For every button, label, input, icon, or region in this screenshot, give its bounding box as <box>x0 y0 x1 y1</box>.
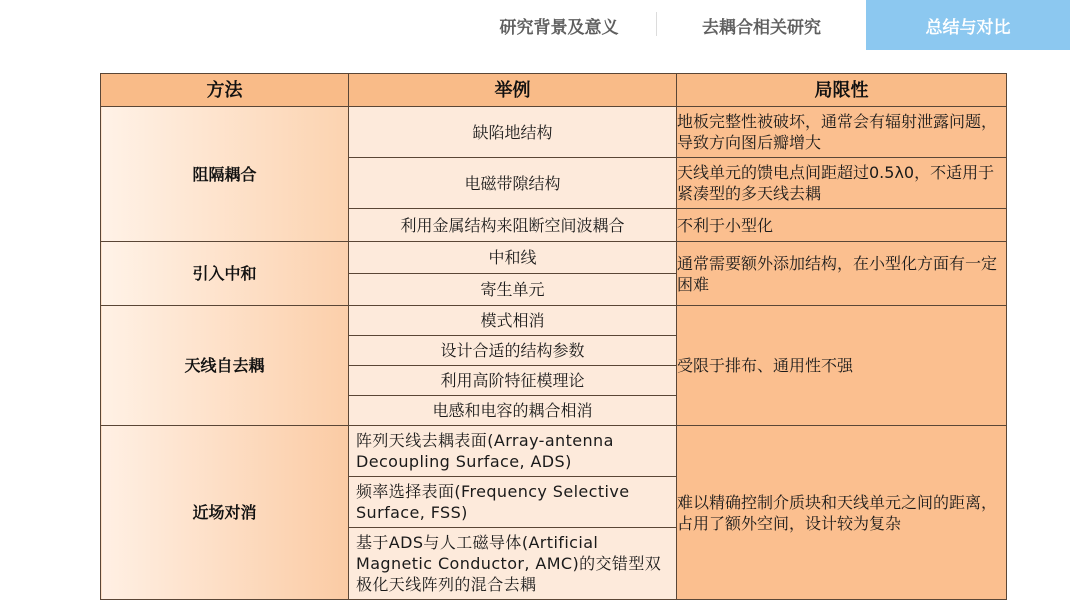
header-limitation: 局限性 <box>677 74 1007 107</box>
tab-summary-comparison[interactable]: 总结与对比 <box>866 0 1070 50</box>
example-cell: 模式相消 <box>349 306 677 336</box>
example-cell: 电磁带隙结构 <box>349 158 677 209</box>
example-cell: 中和线 <box>349 242 677 274</box>
example-cell: 频率选择表面(Frequency Selective Surface, FSS) <box>349 477 677 528</box>
comparison-table <box>100 73 1007 600</box>
table-header-row <box>101 74 1007 107</box>
method-cell: 天线自去耦 <box>101 306 349 426</box>
example-cell: 基于ADS与人工磁导体(Artificial Magnetic Conductor, AMC)的交错型双极化天线阵列的混合去耦 <box>349 528 677 600</box>
limitation-cell: 受限于排布、通用性不强 <box>677 306 1007 426</box>
example-cell: 电感和电容的耦合相消 <box>349 396 677 426</box>
table-row <box>101 107 1007 158</box>
method-cell: 引入中和 <box>101 242 349 306</box>
header-method: 方法 <box>101 74 349 107</box>
method-cell: 近场对消 <box>101 426 349 600</box>
example-cell: 利用高阶特征模理论 <box>349 366 677 396</box>
example-cell: 阵列天线去耦表面(Array-antenna Decoupling Surface, ADS) <box>349 426 677 477</box>
table-row <box>101 242 1007 274</box>
limitation-cell: 不利于小型化 <box>677 209 1007 242</box>
example-cell: 利用金属结构来阻断空间波耦合 <box>349 209 677 242</box>
header-example: 举例 <box>349 74 677 107</box>
limitation-cell: 难以精确控制介质块和天线单元之间的距离，占用了额外空间，设计较为复杂 <box>677 426 1007 600</box>
limitation-cell: 天线单元的馈电点间距超过0.5λ0，不适用于紧凑型的多天线去耦 <box>677 158 1007 209</box>
limitation-cell: 通常需要额外添加结构，在小型化方面有一定困难 <box>677 242 1007 306</box>
tab-decoupling-research[interactable]: 去耦合相关研究 <box>702 17 821 38</box>
table-row <box>101 306 1007 336</box>
example-cell: 缺陷地结构 <box>349 107 677 158</box>
table-row <box>101 426 1007 477</box>
top-nav-tabs <box>462 0 1070 50</box>
example-cell: 设计合适的结构参数 <box>349 336 677 366</box>
method-cell: 阻隔耦合 <box>101 107 349 242</box>
limitation-cell: 地板完整性被破坏，通常会有辐射泄露问题，导致方向图后瓣增大 <box>677 107 1007 158</box>
example-cell: 寄生单元 <box>349 274 677 306</box>
tab-research-background[interactable]: 研究背景及意义 <box>499 17 619 38</box>
